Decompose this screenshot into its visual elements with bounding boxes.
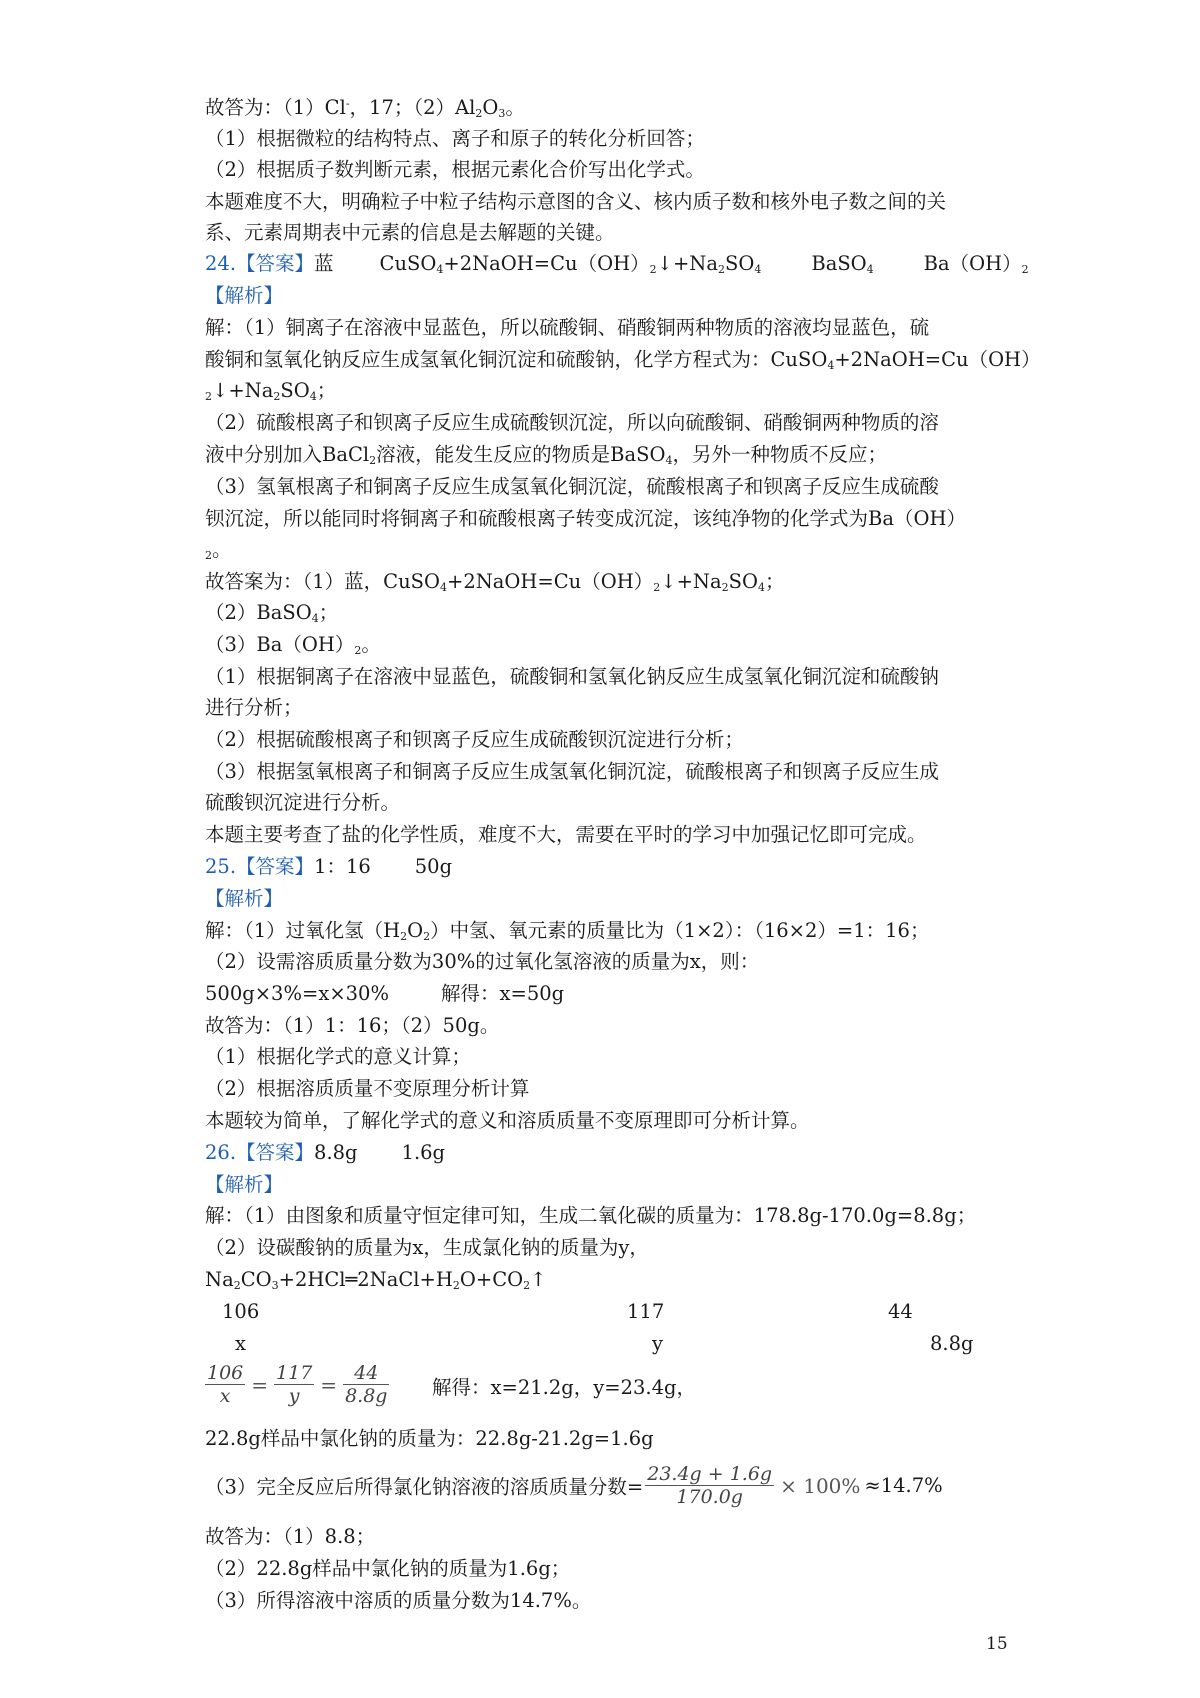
solution-line: （2）设需溶质质量分数为30%的过氧化氢溶液的质量为x，则： xyxy=(205,950,760,973)
q26-answer-line: 26.【答案】8.8g 1.6g xyxy=(205,1141,446,1164)
comment-line: 本题难度不大，明确粒子中粒子结构示意图的含义、核内质子数和核外电子数之间的关 xyxy=(205,190,947,213)
answer-tag: 【答案】 xyxy=(236,252,315,275)
solution-line: 钡沉淀，所以能同时将铜离子和硫酸根离子转变成沉淀，该纯净物的化学式为Ba（OH） xyxy=(205,507,966,530)
solution-line: 解：（1）过氧化氢$(H_2O_2)$中氢、氧元素的质量比为（1×2）：（16×2）=1：16； xyxy=(205,919,930,943)
answer-tag: 【答案】 xyxy=(236,1141,315,1164)
molar-mass-value: 44 xyxy=(888,1300,913,1323)
analysis-line: （2）根据硫酸根离子和钡离子反应生成硫酸钡沉淀进行分析； xyxy=(205,728,744,751)
percent-formula-line: （3）完全反应后所得氯化钠溶液的溶质质量分数= $\frac{23.4g + 1.6g}{170.0g}$ × 100% ≈14.7% xyxy=(205,1463,943,1508)
analysis-line: （1）根据微粒的结构特点、离子和原子的转化分析回答； xyxy=(205,127,705,150)
final-answer-line: （2）BaSO$_4$； xyxy=(205,601,339,625)
question-number: 26. xyxy=(205,1141,237,1164)
solution-line: 22.8g样品中氯化钠的质量为：22.8g-21.2g=1.6g xyxy=(205,1427,654,1450)
solution-line: （3）氢氧根离子和铜离子反应生成氢氧化铜沉淀，硫酸根离子和钡离子反应生成硫酸 xyxy=(205,475,939,498)
solution-line: 液中分别加入BaCl$_2$溶液，能发生反应的物质是BaSO$_4$，另外一种物质不反应； xyxy=(205,443,887,467)
solution-line: 解：（1）由图象和质量守恒定律可知，生成二氧化碳的质量为：178.8g-170.0g=8.8g； xyxy=(205,1204,977,1227)
fraction: $\frac{44}{8.8g}$ xyxy=(345,1362,388,1407)
analysis-line: （1）根据化学式的意义计算； xyxy=(205,1045,471,1068)
q25-answer-line: 25.【答案】1：16 50g xyxy=(205,855,453,878)
chemical-equation: $CuSO_4+2NaOH=Cu(OH)_2↓+Na_2SO_4$ xyxy=(379,252,762,276)
unknown-value: x xyxy=(235,1332,246,1355)
question-number: 24. xyxy=(205,252,237,275)
final-answer-line: （3）所得溶液中溶质的质量分数为14.7%。 xyxy=(205,1589,592,1612)
solution-line: 500g×3%=x×30% 解得：x=50g xyxy=(205,982,565,1005)
solution-line: （2）硫酸根离子和钡离子反应生成硫酸钡沉淀，所以向硫酸铜、硝酸铜两种物质的溶 xyxy=(205,411,939,434)
chemical-equation: $Na_2CO_3+2HCl═2NaCl+H_2O+CO_2↑$ xyxy=(205,1268,547,1292)
comment-line: 系、元素周期表中元素的信息是去解题的关键。 xyxy=(205,221,615,244)
analysis-line: （2）根据质子数判断元素，根据元素化合价写出化学式。 xyxy=(205,158,705,181)
question-number: 25. xyxy=(205,855,237,878)
analysis-line: （1）根据铜离子在溶液中显蓝色，硫酸铜和氢氧化钠反应生成氢氧化铜沉淀和硫酸钠 xyxy=(205,665,939,688)
final-answer-line: 故答为：（1）1：16；（2）50g。 xyxy=(205,1014,500,1037)
analysis-line: （2）根据溶质质量不变原理分析计算 xyxy=(205,1077,530,1100)
final-answer-line: 故答为：（1）8.8； xyxy=(205,1525,376,1548)
analysis-line: 硫酸钡沉淀进行分析。 xyxy=(205,791,401,814)
known-value: 8.8g xyxy=(930,1332,974,1355)
solve-result: 解得：x=21.2g，y=23.4g， xyxy=(432,1376,696,1399)
final-answer-line: 故答案为：（1）蓝，$CuSO_4+2NaOH=Cu(OH)_2↓+Na_2SO_4$； xyxy=(205,570,785,594)
fraction: $\frac{23.4g + 1.6g}{170.0g}$ xyxy=(647,1463,773,1508)
fraction: $\frac{106}{x}$ xyxy=(207,1362,244,1407)
final-answer-line: （2）22.8g样品中氯化钠的质量为1.6g； xyxy=(205,1557,571,1580)
comment-line: 本题较为简单，了解化学式的意义和溶质质量不变原理即可分析计算。 xyxy=(205,1109,810,1132)
solution-line: 酸铜和氢氧化钠反应生成氢氧化铜沉淀和硫酸钠，化学方程式为：CuSO$_4$+2NaOH=Cu（OH） xyxy=(205,348,1041,372)
molar-mass-value: 106 xyxy=(222,1300,260,1323)
comment-line: 本题主要考查了盐的化学性质，难度不大，需要在平时的学习中加强记忆即可完成。 xyxy=(205,823,927,846)
solution-line: $_2↓+Na_2SO_4$； xyxy=(205,379,337,403)
analysis-tag: 【解析】 xyxy=(205,887,284,910)
proportion-equation: $\frac{106}{x}$ = $\frac{117}{y}$ = $\frac{44}{8.8g}$ xyxy=(207,1362,388,1407)
solution-line: $_2$。 xyxy=(205,538,232,562)
analysis-tag: 【解析】 xyxy=(205,284,284,307)
q24-answer-line: 24.【答案】蓝 $CuSO_4+2NaOH=Cu(OH)_2↓+Na_2SO_4$ BaSO$_4$ $Ba(OH)_2$ xyxy=(205,252,1029,276)
molar-mass-value: 117 xyxy=(627,1300,665,1323)
solution-line: 解：（1）铜离子在溶液中显蓝色，所以硫酸铜、硝酸铜两种物质的溶液均显蓝色，硫 xyxy=(205,316,930,339)
answer-summary-line: 故答为：（1）Cl-，17；$(2)Al_2O_3$。 xyxy=(205,96,525,120)
page-number: 15 xyxy=(986,1634,1008,1654)
fraction: $\frac{117}{y}$ xyxy=(276,1362,313,1407)
analysis-line: （3）根据氢氧根离子和铜离子反应生成氢氧化铜沉淀，硫酸根离子和钡离子反应生成 xyxy=(205,760,939,783)
answer-tag: 【答案】 xyxy=(236,855,315,878)
text: 故答为：（1）Cl xyxy=(205,96,346,119)
solution-line: （2）设碳酸钠的质量为x，生成氯化钠的质量为y， xyxy=(205,1236,649,1259)
unknown-value: y xyxy=(652,1332,664,1355)
analysis-tag: 【解析】 xyxy=(205,1173,284,1196)
final-answer-line: $(3)Ba(OH)_2$。 xyxy=(205,633,381,657)
analysis-line: 进行分析； xyxy=(205,696,303,719)
